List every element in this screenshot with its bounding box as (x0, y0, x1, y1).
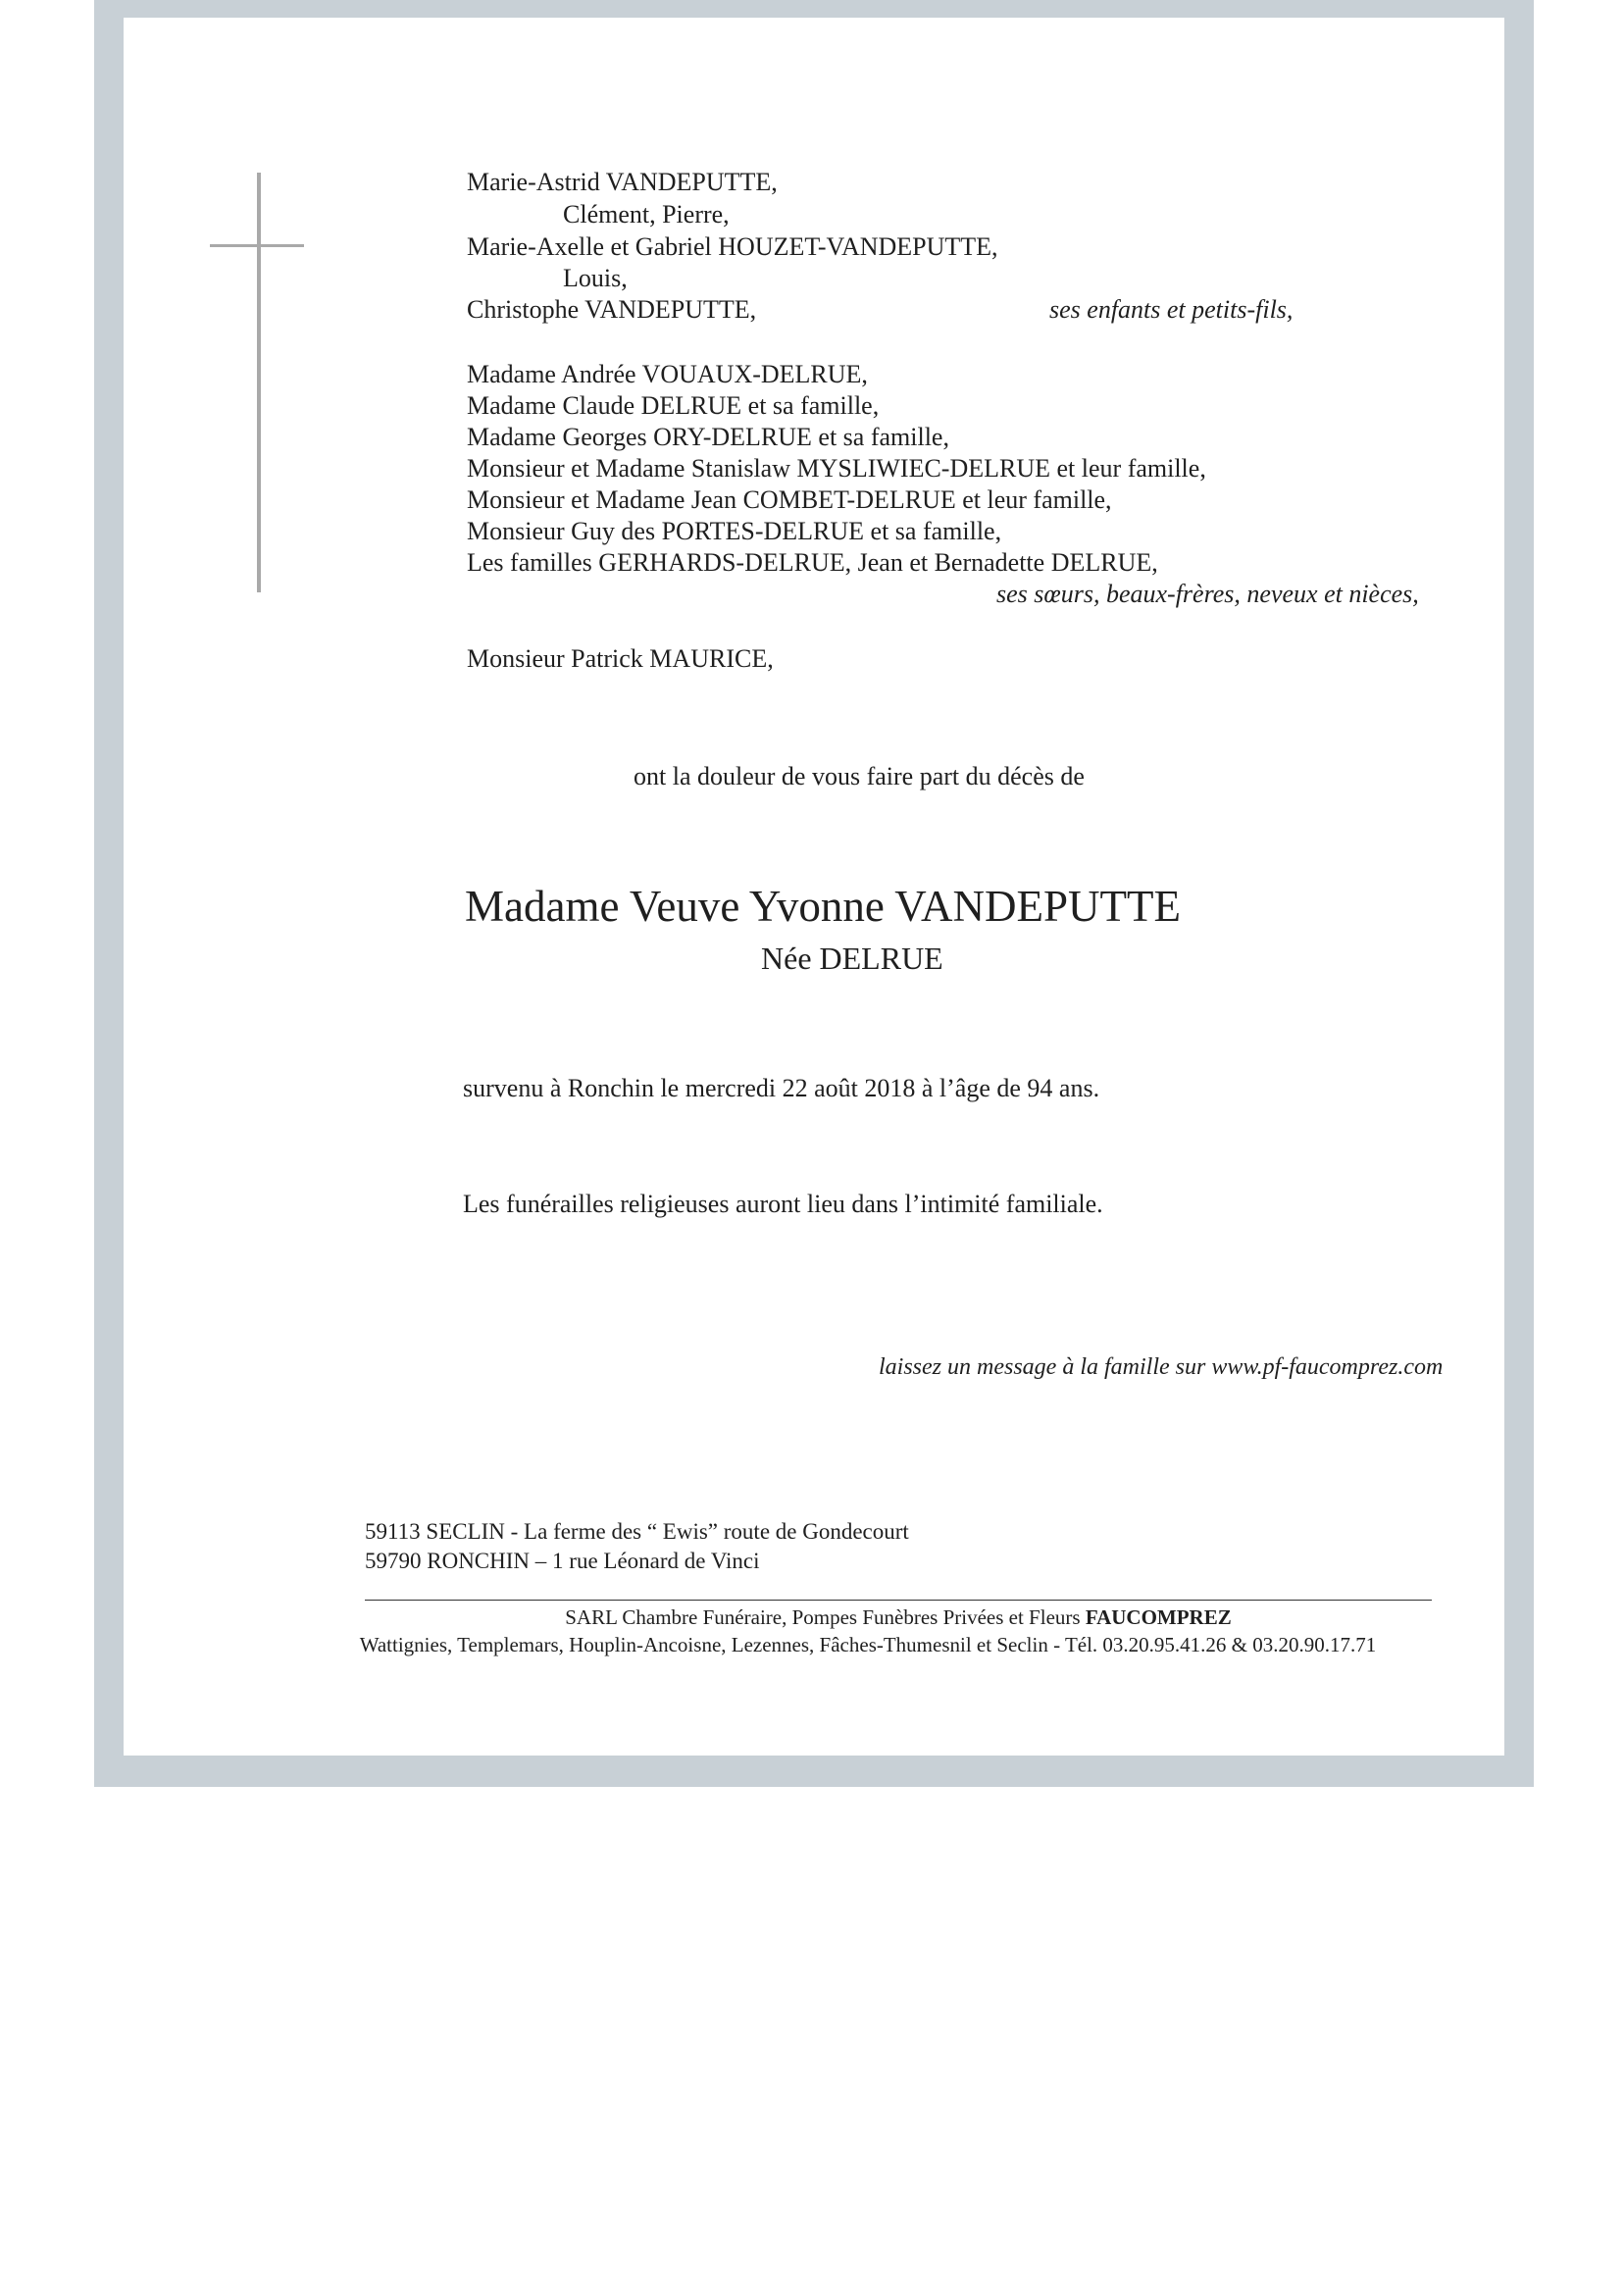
address-ronchin: 59790 RONCHIN – 1 rue Léonard de Vinci (365, 1549, 760, 1573)
companion-line: Monsieur Patrick MAURICE, (467, 644, 774, 673)
siblings-line-7: Les familles GERHARDS-DELRUE, Jean et Bernadette DELRUE, (467, 548, 1158, 577)
siblings-line-5: Monsieur et Madame Jean COMBET-DELRUE et leur famille, (467, 485, 1112, 514)
footer-locations: Wattignies, Templemars, Houplin-Ancoisne, Lezennes, Fâches-Thumesnil et Seclin - Tél. 03.20.95.41.26 & 03.20.90.17.71 (359, 1633, 1377, 1656)
footer-divider (365, 1600, 1432, 1601)
children-line-1: Marie-Astrid VANDEPUTTE, (467, 168, 778, 196)
deceased-maiden-name: Née DELRUE (761, 941, 943, 976)
children-line-4: Louis, (563, 264, 628, 292)
cross-horizontal-bar (210, 244, 304, 247)
siblings-line-6: Monsieur Guy des PORTES-DELRUE et sa famille, (467, 517, 1002, 545)
children-line-5: Christophe VANDEPUTTE, (467, 295, 757, 324)
footer-company (365, 1604, 1432, 1630)
siblings-role: ses sœurs, beaux-frères, neveux et nièces, (996, 580, 1419, 608)
announcement-text: ont la douleur de vous faire part du décès de (634, 762, 1085, 790)
address-seclin: 59113 SECLIN - La ferme des “ Ewis” route de Gondecourt (365, 1519, 909, 1544)
funeral-info: Les funérailles religieuses auront lieu dans l’intimité familiale. (463, 1190, 1103, 1218)
children-line-2: Clément, Pierre, (563, 200, 730, 229)
footer-company-name: FAUCOMPREZ (1085, 1605, 1232, 1629)
siblings-line-3: Madame Georges ORY-DELRUE et sa famille, (467, 423, 949, 451)
siblings-line-1: Madame Andrée VOUAUX-DELRUE, (467, 360, 868, 388)
death-info: survenu à Ronchin le mercredi 22 août 2018 à l’âge de 94 ans. (463, 1074, 1100, 1102)
cross-vertical-bar (257, 173, 261, 592)
footer-company-prefix: SARL Chambre Funéraire, Pompes Funèbres Privées et Fleurs (565, 1605, 1086, 1629)
message-link-text: laissez un message à la famille sur www.pf-faucomprez.com (879, 1354, 1444, 1380)
siblings-line-2: Madame Claude DELRUE et sa famille, (467, 391, 880, 420)
children-line-3: Marie-Axelle et Gabriel HOUZET-VANDEPUTTE, (467, 232, 998, 261)
children-role: ses enfants et petits-fils, (1049, 295, 1294, 324)
siblings-line-4: Monsieur et Madame Stanislaw MYSLIWIEC-DELRUE et leur famille, (467, 454, 1206, 483)
deceased-name: Madame Veuve Yvonne VANDEPUTTE (465, 882, 1181, 931)
